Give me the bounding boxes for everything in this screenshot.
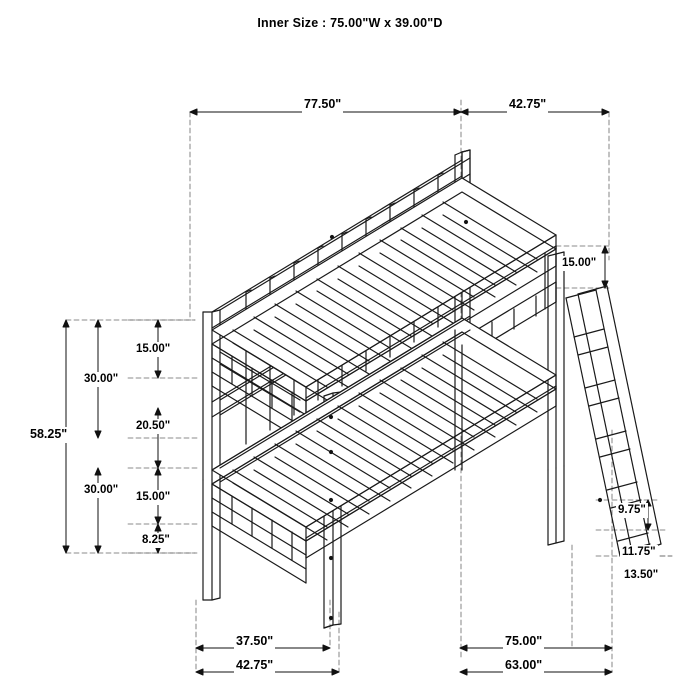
dim-right-guard-height: 15.00" [562, 257, 597, 269]
dim-top-right-width: 42.75" [509, 97, 547, 111]
dim-top-left-width: 77.50" [304, 97, 342, 111]
dim-ladder-base-depth: 13.50" [624, 569, 659, 581]
dim-bottom-left-outer: 42.75" [236, 658, 274, 672]
dim-bottom-right-inner: 75.00" [505, 634, 543, 648]
dim-left-upper-clearance: 30.00" [84, 373, 119, 385]
dim-overall-height: 58.25" [30, 427, 68, 441]
left-rear-post [203, 310, 220, 480]
dim-bottom-right-outer: 63.00" [505, 658, 543, 672]
dim-bottom-left-inner: 37.50" [236, 634, 274, 648]
dim-left-upper-rail: 15.00" [136, 343, 171, 355]
left-front-leg [203, 478, 220, 600]
page-title: Inner Size : 75.00"W x 39.00"D [257, 16, 443, 30]
dim-left-middle-gap: 20.50" [136, 420, 171, 432]
dim-left-lower-clearance: 30.00" [84, 484, 119, 496]
right-dimension-lines [602, 246, 651, 530]
dim-ladder-foot-offset: 11.75" [622, 546, 656, 558]
dim-ladder-step-depth: 9.75" [618, 504, 646, 516]
dim-left-bottom-clearance: 8.25" [142, 534, 170, 546]
dim-left-lower-rail: 15.00" [136, 491, 171, 503]
bunk-bed-outline [203, 150, 661, 628]
right-front-leg [548, 466, 564, 545]
